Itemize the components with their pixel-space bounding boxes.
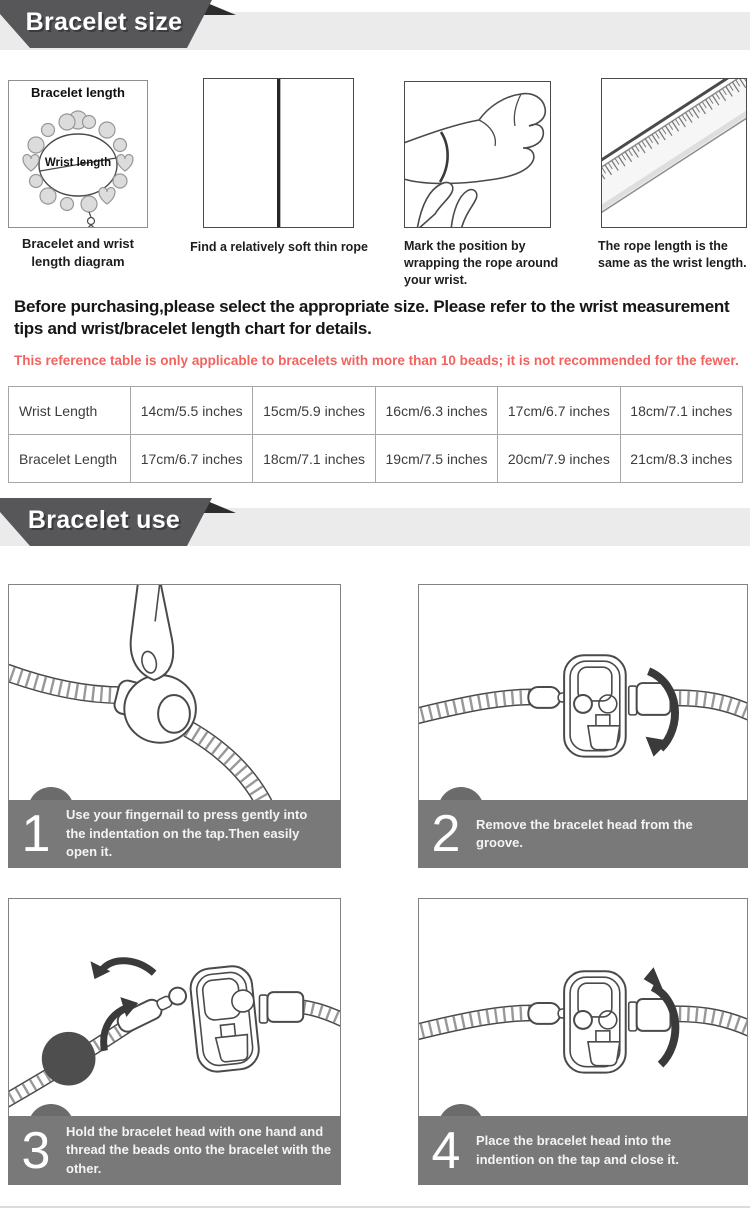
use-step-1-panel xyxy=(8,584,341,868)
section-banner-bracelet-size xyxy=(0,0,240,48)
finger xyxy=(131,585,174,680)
step-text: Place the bracelet head into the indention on the tap and close it. xyxy=(476,1133,679,1167)
dark-bead xyxy=(42,1032,96,1086)
wrap-wrist-image xyxy=(404,81,551,228)
step-text: Use your fingernail to press gently into the indentation on the tap.Then easily open it. xyxy=(66,807,308,860)
ruler-illustration xyxy=(602,79,746,223)
wrap-caption: Mark the position by wrapping the rope around your wrist. xyxy=(404,239,559,287)
step-caption-bar xyxy=(418,1116,748,1185)
hand-wrist-illustration xyxy=(405,82,550,227)
use-step-3-panel xyxy=(8,898,341,1185)
ruler-image xyxy=(601,78,747,228)
table-cell: 16cm/6.3 inches xyxy=(375,387,497,435)
step-number: 1 xyxy=(21,805,51,863)
size-chart-table xyxy=(8,386,743,483)
row-label-bracelet: Bracelet Length xyxy=(9,435,131,483)
step-number: 3 xyxy=(21,1121,51,1180)
step-text: Hold the bracelet head with one hand and thread the beads onto the bracelet with the other. xyxy=(66,1123,332,1176)
ruler-caption: The rope length is the same as the wrist length. xyxy=(598,239,747,270)
bracelet-length-label: Bracelet length xyxy=(31,85,125,100)
rope-highlight xyxy=(280,79,281,227)
clasp-head-open xyxy=(189,964,261,1073)
table-cell: 20cm/7.9 inches xyxy=(498,435,620,483)
rope-caption: Find a relatively soft thin rope xyxy=(190,240,368,254)
step4-illustration xyxy=(419,899,747,1117)
use-step-4-panel xyxy=(418,898,748,1185)
step-caption-bar xyxy=(8,800,341,868)
step-caption-bar xyxy=(8,1116,341,1185)
table-cell: 17cm/6.7 inches xyxy=(498,387,620,435)
clasp-head-open xyxy=(528,971,670,1072)
step-number: 2 xyxy=(431,805,461,863)
table-row-bracelet xyxy=(9,435,743,483)
clasp-barrel xyxy=(113,675,196,743)
step1-illustration xyxy=(9,585,340,801)
warning-text: This reference table is only applicable to bracelets with more than 10 beads; it is not recommended for the fewer. xyxy=(14,353,739,368)
table-cell: 21cm/8.3 inches xyxy=(620,435,742,483)
table-cell: 18cm/7.1 inches xyxy=(253,435,375,483)
step3-illustration xyxy=(9,899,340,1117)
section-title-bracelet-size: Bracelet size xyxy=(25,8,183,36)
step-number: 4 xyxy=(431,1121,461,1180)
charm-bracelet-illustration xyxy=(9,81,147,227)
table-cell: 19cm/7.5 inches xyxy=(375,435,497,483)
step-text: Remove the bracelet head from the groove. xyxy=(476,816,693,850)
wrist-length-label: Wrist length xyxy=(44,157,112,169)
intro-text: Before purchasing,please select the appropriate size. Please refer to the wrist measurement tips and wrist/bracelet length chart for details. xyxy=(14,297,730,339)
diagram-caption: Bracelet and wrist length diagram xyxy=(22,236,134,269)
table-cell: 15cm/5.9 inches xyxy=(253,387,375,435)
clasp-sleeve xyxy=(267,992,303,1022)
table-cell: 14cm/5.5 inches xyxy=(131,387,253,435)
rope-image xyxy=(203,78,354,228)
table-row-wrist xyxy=(9,387,743,435)
bracelet-length-diagram-image xyxy=(8,80,148,228)
table-cell: 17cm/6.7 inches xyxy=(131,435,253,483)
use-step-2-panel xyxy=(418,584,748,868)
row-label-wrist: Wrist Length xyxy=(9,387,131,435)
table-cell: 18cm/7.1 inches xyxy=(620,387,742,435)
step2-illustration xyxy=(419,585,747,801)
bottom-divider xyxy=(0,1206,750,1208)
step-caption-bar xyxy=(418,800,748,868)
clasp-cap xyxy=(259,995,267,1023)
section-title-bracelet-use: Bracelet use xyxy=(27,506,181,534)
section-banner-bracelet-use xyxy=(0,498,240,546)
